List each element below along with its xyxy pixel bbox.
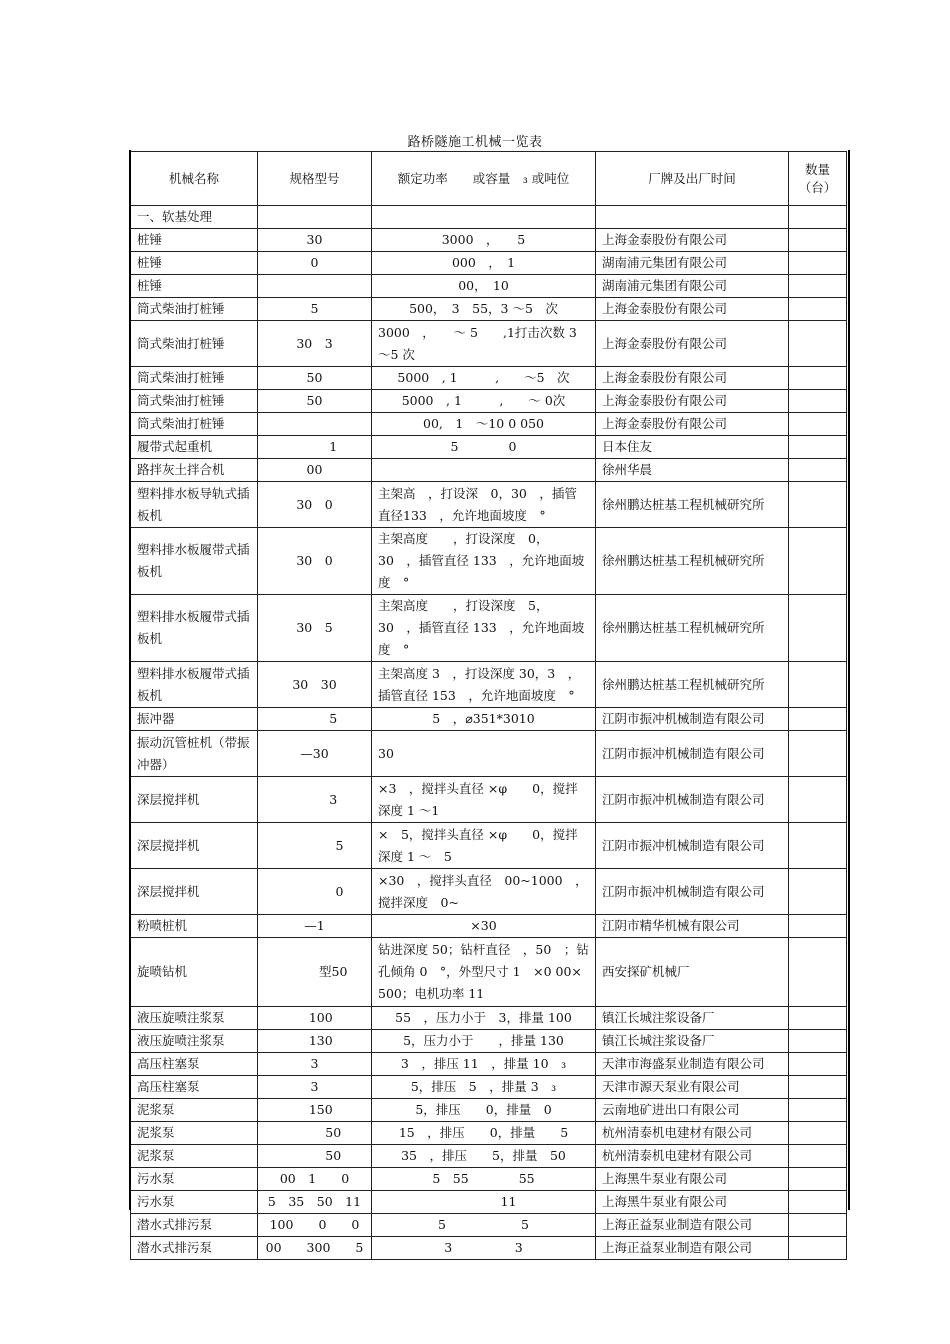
cell-qty [789,595,847,662]
cell-qty [789,1145,847,1168]
cell-model [258,275,372,298]
cell-maker: 日本住友 [596,436,789,459]
table-row [131,528,847,595]
cell-power: 主架高度 ，打设深度 0，30 ，插管直径 133 ，允许地面坡度 ° [372,528,596,595]
cell-power: 30 [372,731,596,777]
table-row [131,595,847,662]
cell-name: 桩锤 [131,275,258,298]
cell-qty [789,459,847,482]
cell-model: 30 5 [258,595,372,662]
cell-power: 000 ， 1 [372,252,596,275]
cell-qty [789,1099,847,1122]
header-power: 额定功率 或容量 ₃ 或吨位 [372,152,596,206]
cell-power: 5 0 [372,436,596,459]
cell-model: 3 [258,777,372,823]
cell-name: 塑料排水板导轨式插板机 [131,482,258,528]
table-row [131,390,847,413]
cell-name: 一、软基处理 [131,206,258,229]
cell-maker: 徐州鹏达桩基工程机械研究所 [596,528,789,595]
cell-name: 塑料排水板履带式插板机 [131,662,258,708]
cell-power: 15 ，排压 0，排量 5 [372,1122,596,1145]
cell-qty [789,731,847,777]
cell-maker: 上海黑牛泵业有限公司 [596,1191,789,1214]
cell-qty [789,482,847,528]
cell-model: —1 [258,915,372,938]
cell-maker: 上海金泰股份有限公司 [596,390,789,413]
cell-model: —30 [258,731,372,777]
cell-name: 液压旋喷注浆泵 [131,1030,258,1053]
table-row [131,1099,847,1122]
cell-power: 主架高度 ，打设深度 5，30 ，插管直径 133 ，允许地面坡度 ° [372,595,596,662]
table-row [131,298,847,321]
cell-power: ×30 [372,915,596,938]
cell-name: 振冲器 [131,708,258,731]
table-row [131,1007,847,1030]
table-title: 路桥隧施工机械一览表 [407,135,543,150]
cell-maker: 江阴市振冲机械制造有限公司 [596,869,789,915]
cell-model: 50 [258,390,372,413]
cell-name: 桩锤 [131,252,258,275]
cell-qty [789,662,847,708]
cell-name: 泥浆泵 [131,1122,258,1145]
table-row [131,731,847,777]
table-row [131,662,847,708]
cell-maker: 湖南浦元集团有限公司 [596,275,789,298]
cell-power: 5，压力小于 ，排量 130 [372,1030,596,1053]
cell-qty [789,1237,847,1260]
cell-model: 5 [258,823,372,869]
header-maker: 厂牌及出厂时间 [596,152,789,206]
cell-name: 粉喷桩机 [131,915,258,938]
table-row [131,1168,847,1191]
table-row [131,436,847,459]
cell-maker: 上海正益泵业制造有限公司 [596,1237,789,1260]
cell-qty [789,1053,847,1076]
cell-name: 振动沉管桩机（带振冲器） [131,731,258,777]
cell-power: 3000 ， 5 [372,229,596,252]
cell-maker: 上海黑牛泵业有限公司 [596,1168,789,1191]
cell-maker: 徐州鹏达桩基工程机械研究所 [596,595,789,662]
cell-power: 3 ，排压 11 ，排量 10 ₃ [372,1053,596,1076]
cell-qty [789,275,847,298]
cell-qty [789,1214,847,1237]
cell-model: 50 [258,1145,372,1168]
cell-model: 50 [258,1122,372,1145]
cell-name: 泥浆泵 [131,1099,258,1122]
cell-model: 30 0 [258,482,372,528]
cell-maker: 镇江长城注浆设备厂 [596,1007,789,1030]
cell-model: 150 [258,1099,372,1122]
table-row [131,206,847,229]
cell-power: ×3 ，搅拌头直径 ×φ 0，搅拌深度 1 ～1 [372,777,596,823]
table-row [131,1145,847,1168]
cell-model: 3 [258,1053,372,1076]
cell-maker: 西安探矿机械厂 [596,938,789,1007]
cell-power: 500， 3 55，3 ～5 次 [372,298,596,321]
cell-power [372,459,596,482]
cell-qty [789,915,847,938]
cell-qty [789,436,847,459]
cell-maker: 江阴市振冲机械制造有限公司 [596,777,789,823]
cell-name: 潜水式排污泵 [131,1237,258,1260]
cell-model: 1 [258,436,372,459]
cell-name: 旋喷钻机 [131,938,258,1007]
table-row [131,823,847,869]
cell-qty [789,1007,847,1030]
table-row [131,915,847,938]
cell-power: 35 ，排压 5，排量 50 [372,1145,596,1168]
cell-maker: 江阴市精华机械有限公司 [596,915,789,938]
cell-qty [789,938,847,1007]
cell-qty [789,252,847,275]
cell-name: 筒式柴油打桩锤 [131,413,258,436]
cell-model: 型50 [258,938,372,1007]
cell-power: 00, 1 ～10 0 050 [372,413,596,436]
cell-name: 泥浆泵 [131,1145,258,1168]
cell-power: 11 [372,1191,596,1214]
cell-maker: 徐州鹏达桩基工程机械研究所 [596,482,789,528]
cell-power: 5 5 [372,1214,596,1237]
cell-name: 污水泵 [131,1191,258,1214]
cell-maker: 杭州清泰机电建材有限公司 [596,1122,789,1145]
cell-name: 深层搅拌机 [131,823,258,869]
cell-model: 30 [258,229,372,252]
cell-qty [789,1191,847,1214]
cell-maker: 上海金泰股份有限公司 [596,229,789,252]
cell-model: 00 [258,459,372,482]
cell-model: 0 [258,252,372,275]
cell-power: 5，排压 0，排量 0 [372,1099,596,1122]
cell-maker: 上海金泰股份有限公司 [596,367,789,390]
table-row [131,229,847,252]
cell-power: 3 3 [372,1237,596,1260]
cell-power: 5，排压 5 ，排量 3 ₃ [372,1076,596,1099]
cell-name: 高压柱塞泵 [131,1076,258,1099]
cell-qty [789,528,847,595]
cell-qty [789,1030,847,1053]
cell-model [258,413,372,436]
cell-power: 3000 ， ～ 5 ,1打击次数 3 ～5 次 [372,321,596,367]
table-row [131,413,847,436]
cell-name: 深层搅拌机 [131,869,258,915]
cell-qty [789,869,847,915]
table-row [131,1237,847,1260]
cell-model: 100 [258,1007,372,1030]
cell-power: 00， 10 [372,275,596,298]
cell-qty [789,367,847,390]
header-name: 机械名称 [131,152,258,206]
cell-model: 00 1 0 [258,1168,372,1191]
cell-power: 钻进深度 50；钻杆直径 ，50 ；钻孔倾角 0 °，外型尺寸 1 ×0 00× 500；电机功率 11 [372,938,596,1007]
cell-maker: 徐州鹏达桩基工程机械研究所 [596,662,789,708]
cell-qty [789,229,847,252]
header-qty: 数量（台） [789,152,847,206]
table-row [131,777,847,823]
cell-model: 5 [258,708,372,731]
cell-qty [789,298,847,321]
cell-name: 深层搅拌机 [131,777,258,823]
header-model: 规格型号 [258,152,372,206]
cell-maker: 江阴市振冲机械制造有限公司 [596,708,789,731]
cell-name: 筒式柴油打桩锤 [131,298,258,321]
cell-maker: 杭州清泰机电建材有限公司 [596,1145,789,1168]
table-row [131,1214,847,1237]
cell-name: 液压旋喷注浆泵 [131,1007,258,1030]
cell-name: 潜水式排污泵 [131,1214,258,1237]
cell-maker: 上海正益泵业制造有限公司 [596,1214,789,1237]
cell-maker: 上海金泰股份有限公司 [596,298,789,321]
cell-name: 桩锤 [131,229,258,252]
cell-name: 履带式起重机 [131,436,258,459]
cell-qty [789,1122,847,1145]
cell-power: 5 ，⌀351*3010 [372,708,596,731]
table-row [131,321,847,367]
cell-maker: 天津市源天泵业有限公司 [596,1076,789,1099]
cell-name: 塑料排水板履带式插板机 [131,595,258,662]
cell-power: ×30 ，搅拌头直径 00~1000 ，搅拌深度 0~ [372,869,596,915]
cell-name: 路拌灰土拌合机 [131,459,258,482]
cell-maker: 江阴市振冲机械制造有限公司 [596,731,789,777]
cell-model: 0 [258,869,372,915]
cell-model [258,206,372,229]
cell-model: 30 3 [258,321,372,367]
cell-power: 5000 , 1 , ～5 次 [372,367,596,390]
cell-maker: 天津市海盛泵业制造有限公司 [596,1053,789,1076]
table-row [131,459,847,482]
machinery-table [130,151,847,1260]
cell-name: 筒式柴油打桩锤 [131,367,258,390]
cell-model: 30 30 [258,662,372,708]
cell-power [372,206,596,229]
table-row [131,938,847,1007]
cell-power: 55 ，压力小于 3，排量 100 [372,1007,596,1030]
cell-power: 主架高 ，打设深 0，30 ，插管直径133 ，允许地面坡度 ° [372,482,596,528]
cell-qty [789,777,847,823]
cell-qty [789,390,847,413]
cell-model: 3 [258,1076,372,1099]
cell-model: 00 300 5 [258,1237,372,1260]
cell-model: 30 0 [258,528,372,595]
cell-maker: 江阴市振冲机械制造有限公司 [596,823,789,869]
cell-power: 5000 , 1 , ～ 0次 [372,390,596,413]
cell-qty [789,823,847,869]
table-row [131,482,847,528]
cell-maker [596,206,789,229]
cell-qty [789,708,847,731]
cell-qty [789,321,847,367]
cell-name: 高压柱塞泵 [131,1053,258,1076]
cell-qty [789,413,847,436]
cell-name: 污水泵 [131,1168,258,1191]
table-row [131,1030,847,1053]
cell-qty [789,1076,847,1099]
cell-maker: 上海金泰股份有限公司 [596,321,789,367]
cell-model: 130 [258,1030,372,1053]
table-row [131,275,847,298]
table-row [131,869,847,915]
table-row [131,708,847,731]
table-row [131,1122,847,1145]
cell-model: 50 [258,367,372,390]
cell-model: 5 [258,298,372,321]
cell-maker: 镇江长城注浆设备厂 [596,1030,789,1053]
cell-model: 100 0 0 [258,1214,372,1237]
table-header-row [131,152,847,206]
cell-maker: 徐州华晨 [596,459,789,482]
table-row [131,1191,847,1214]
cell-name: 筒式柴油打桩锤 [131,321,258,367]
cell-maker: 云南地矿进出口有限公司 [596,1099,789,1122]
cell-model: 5 35 50 11 [258,1191,372,1214]
cell-name: 筒式柴油打桩锤 [131,390,258,413]
cell-qty [789,206,847,229]
cell-power: × 5，搅拌头直径 ×φ 0，搅拌深度 1 ～ 5 [372,823,596,869]
cell-maker: 湖南浦元集团有限公司 [596,252,789,275]
table-row [131,1053,847,1076]
cell-maker: 上海金泰股份有限公司 [596,413,789,436]
table-row [131,367,847,390]
table-row [131,1076,847,1099]
cell-power: 主架高度 3 ，打设深度 30，3 ，插管直径 153 ，允许地面坡度 ° [372,662,596,708]
cell-name: 塑料排水板履带式插板机 [131,528,258,595]
cell-power: 5 55 55 [372,1168,596,1191]
cell-qty [789,1168,847,1191]
table-row [131,252,847,275]
